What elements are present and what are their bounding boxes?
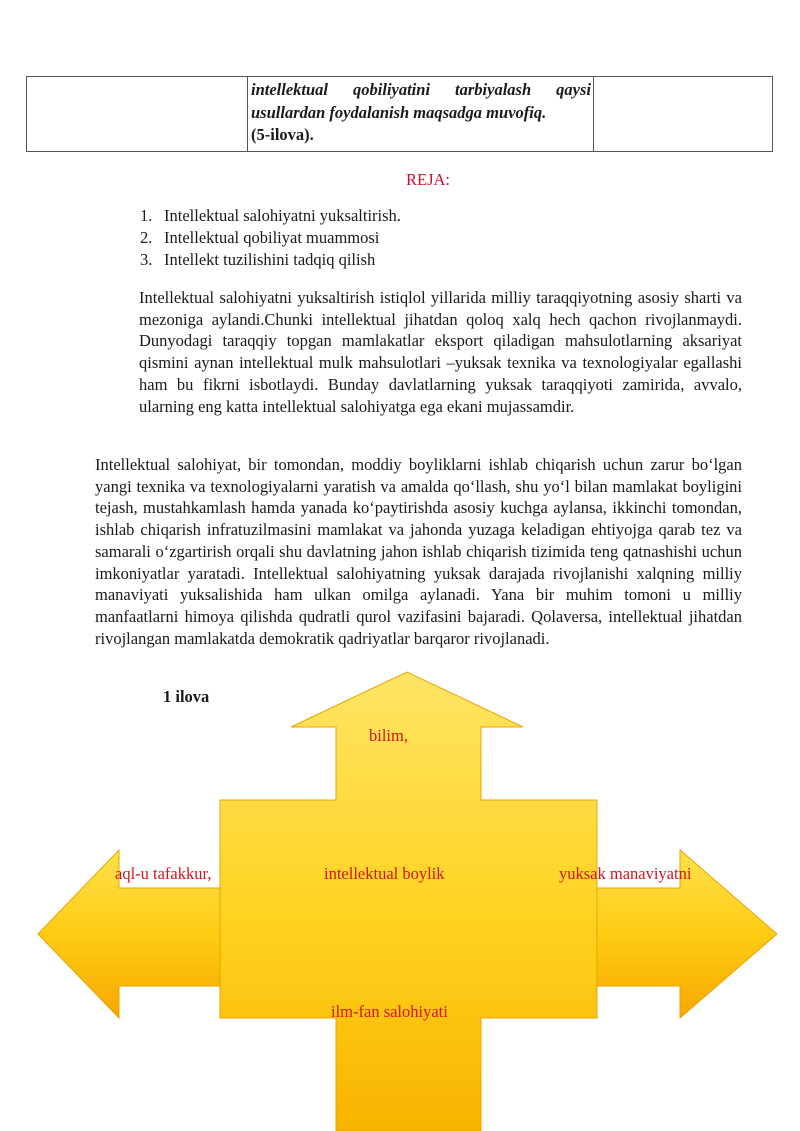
table-cell-line-3: (5-ilova). xyxy=(251,125,314,144)
list-item xyxy=(140,227,401,249)
list-item-number: 2. xyxy=(140,228,153,247)
list-item-number: 3. xyxy=(140,250,153,269)
list-item-text: Intellektual qobiliyat muammosi xyxy=(164,228,380,247)
paragraph-main: Intellektual salohiyat, bir tomondan, moddiy boyliklarni ishlab chiqarish uchun zarur bo‘lgan yangi texnika va texnologiyalarni yaratish va amalda qo‘llash, shu yo‘l bilan mamlakat boyligini tejash, mustahkamlash hamda yanada ko‘paytirishda asosiy kuchga aylansa, ikkinchi tomondan, ishlab chiqarish infratuzilmasini mamlakat va jahonda yuzaga keladigan ehtiyojga qarab tez va samarali o‘zgartirish orqali shu davlatning jahon ishlab chiqarish tizimida teng qatnashishi uchun imkoniyatlar yaratadi. Intellektual salohiyatning yuksak darajada rivojlanishi xalqning milliy manaviyati yuksalishida ham ulkan omilga aylanadi. Yana bir muhim tomoni u milliy manfaatlarni himoya qilishda qudratli qurol vazifasini bajaradi. Qolaversa, intellektual jihatdan rivojlangan mamlakatda demokratik qadriyatlar barqaror rivojlanadi. xyxy=(95,455,742,648)
diagram-label-bottom: ilm-fan salohiyati xyxy=(331,1002,448,1021)
table-cell-text xyxy=(248,77,594,152)
list-item-text: Intellektual salohiyatni yuksaltirish. xyxy=(164,206,401,225)
plan-list xyxy=(140,205,401,271)
appendix-label: 1 ilova xyxy=(163,687,210,706)
diagram-label-center: intellektual boylik xyxy=(324,864,445,883)
vertical-arrow xyxy=(220,672,597,1131)
table-cell-line-2: usullardan foydalanish maqsadga muvofiq. xyxy=(251,102,547,122)
table-cell-empty-left xyxy=(27,77,248,152)
diagram-label-left: aql-u tafakkur, xyxy=(115,864,212,883)
diagram-label-top: bilim, xyxy=(369,726,408,745)
list-item xyxy=(140,205,401,227)
top-table xyxy=(26,76,773,152)
table-row xyxy=(27,77,773,152)
diagram-label-right: yuksak manaviyatni xyxy=(559,864,692,883)
list-item-text: Intellekt tuzilishini tadqiq qilish xyxy=(164,250,376,269)
list-item xyxy=(140,249,401,271)
list-item-number: 1. xyxy=(140,206,153,225)
table-cell-line-1: intellektual qobiliyatini tarbiyalash qaysi xyxy=(251,80,591,99)
plan-heading: REJA: xyxy=(405,170,450,189)
table-cell-empty-right xyxy=(594,77,773,152)
paragraph-intro: Intellektual salohiyatni yuksaltirish istiqlol yillarida milliy taraqqiyotning asosiy sharti va mezoniga aylandi.Chunki intellektual jihatdan qoloq xalq hech qachon rivojlanmaydi. Dunyodagi taraqqiy topgan mamlakatlar eksport qiladigan mahsulotlarning aksariyat qismini aynan intellektual mulk mahsulotlari –yuksak texnika va texnologiyalar egallashi ham bu fikrni isbotlaydi. Bunday davlatlarning yuksak taraqqiyoti zamirida, avvalo, ularning eng katta intellektual salohiyatga ega ekani mujassamdir. xyxy=(139,288,742,416)
